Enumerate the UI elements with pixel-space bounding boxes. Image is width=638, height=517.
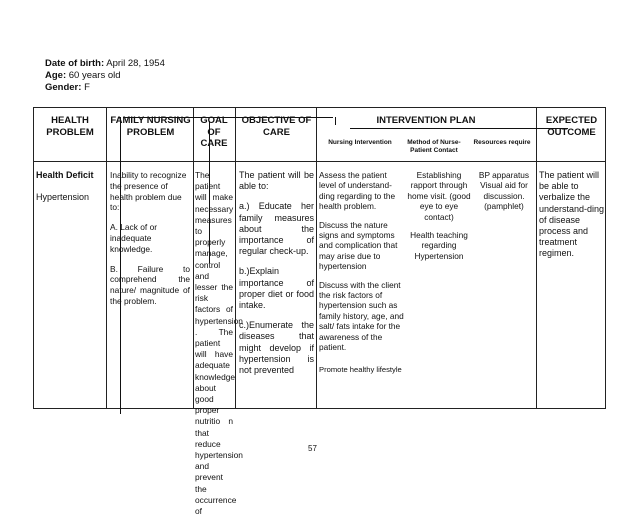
th-intervention-plan: INTERVENTION PLAN [376, 115, 476, 126]
text-line [239, 192, 314, 201]
text-line: Promote healthy lifestyle [319, 364, 402, 374]
cell-expected-outcome [539, 170, 605, 260]
annotation-line [209, 121, 210, 263]
text-line: BP apparatus Visual aid for discussion. (pamphlet) [478, 170, 530, 212]
text-line [319, 212, 405, 220]
text-line: Hypertension [36, 192, 90, 203]
col-divider [536, 108, 537, 408]
dob-line [45, 58, 165, 70]
text-line: a.) Educate her family measures about the importance of regular check-up. [239, 201, 314, 257]
text-line [239, 311, 314, 320]
th-expected-outcome: EXPECTED OUTCOME [545, 115, 598, 138]
th-objective-of-care: OBJECTIVE OF CARE [241, 115, 312, 138]
th-family-nursing-problem: FAMILY NURSING PROBLEM [110, 115, 191, 138]
col-divider [316, 108, 317, 408]
age-line [45, 70, 121, 82]
text-line: Discuss with the client the risk factors of hypertension such as family history, age, and salt/ fats intake for the awareness of the patient. [319, 279, 404, 353]
dob-label: Date of birth: [45, 58, 105, 69]
gender-value: F [84, 82, 90, 93]
annotation-line [123, 117, 333, 118]
text-line [110, 255, 190, 264]
cell-health-problem [36, 170, 106, 203]
text-line: Discuss the nature signs and symptoms and complication that may arise due to hypertension [319, 219, 398, 272]
text-line: Health Deficit [36, 170, 94, 180]
page-number: 57 [308, 444, 317, 453]
gender-label: Gender: [45, 82, 82, 93]
text-line: Health teaching regarding Hypertension [410, 230, 468, 261]
cell-family-nursing-problem [110, 170, 190, 307]
annotation-line [335, 117, 336, 125]
cell-nursing-intervention [319, 170, 405, 375]
cell-goal-of-care [195, 170, 243, 517]
text-line: A. Lack of or inadequate knowledge. [110, 222, 158, 254]
annotation-line [350, 128, 568, 129]
text-line: The patient will be able to verbalize the understand-ding of disease process and treatment regimen. [539, 170, 605, 259]
text-line [319, 272, 405, 280]
text-line [319, 353, 405, 365]
text-line: The patient will make necessary measures to properly manage, control and lesser the risk factors of hypertension . The patient will have adequate knowledge about good proper nutritio n that reduce hypertension and prevent the occurrence of [195, 170, 243, 517]
dob-value: April 28, 1954 [106, 58, 165, 69]
col-divider [193, 108, 194, 408]
th-method-of-contact: Method of Nurse-Patient Contact [407, 139, 461, 154]
age-value: 60 years old [68, 70, 121, 81]
cell-resources-required [472, 170, 536, 212]
text-line: Assess the patient level of understand-ding regarding to the health problem. [319, 170, 396, 212]
text-line [110, 213, 190, 222]
text-line [406, 222, 472, 230]
col-divider [235, 108, 236, 408]
text-line: B. Failure to comprehend the nature/ magnitude of the problem. [110, 263, 190, 306]
text-line: Inability to recognize the presence of health problem due to: [110, 170, 187, 213]
th-health-problem: HEALTH PROBLEM [46, 115, 94, 138]
text-line: The patient will be able to: [239, 170, 314, 192]
th-nursing-intervention: Nursing Intervention [328, 139, 392, 146]
annotation-line [120, 117, 121, 414]
text-line [239, 257, 314, 266]
col-divider [106, 108, 107, 408]
text-line [36, 181, 106, 192]
cell-objective-of-care [239, 170, 314, 376]
cell-method-of-contact [406, 170, 472, 261]
th-resources-required: Resources require [473, 139, 531, 146]
age-label: Age: [45, 70, 67, 81]
th-goal-of-care: GOAL OF CARE [200, 115, 228, 149]
text-line: b.)Explain importance of proper diet or food intake. [239, 266, 314, 311]
text-line: c.)Enumerate the diseases that might develop if hypertension is not prevented [239, 320, 314, 376]
gender-line [45, 82, 90, 94]
text-line: Establishing rapport through home visit. (good eye to eye contact) [407, 170, 471, 222]
